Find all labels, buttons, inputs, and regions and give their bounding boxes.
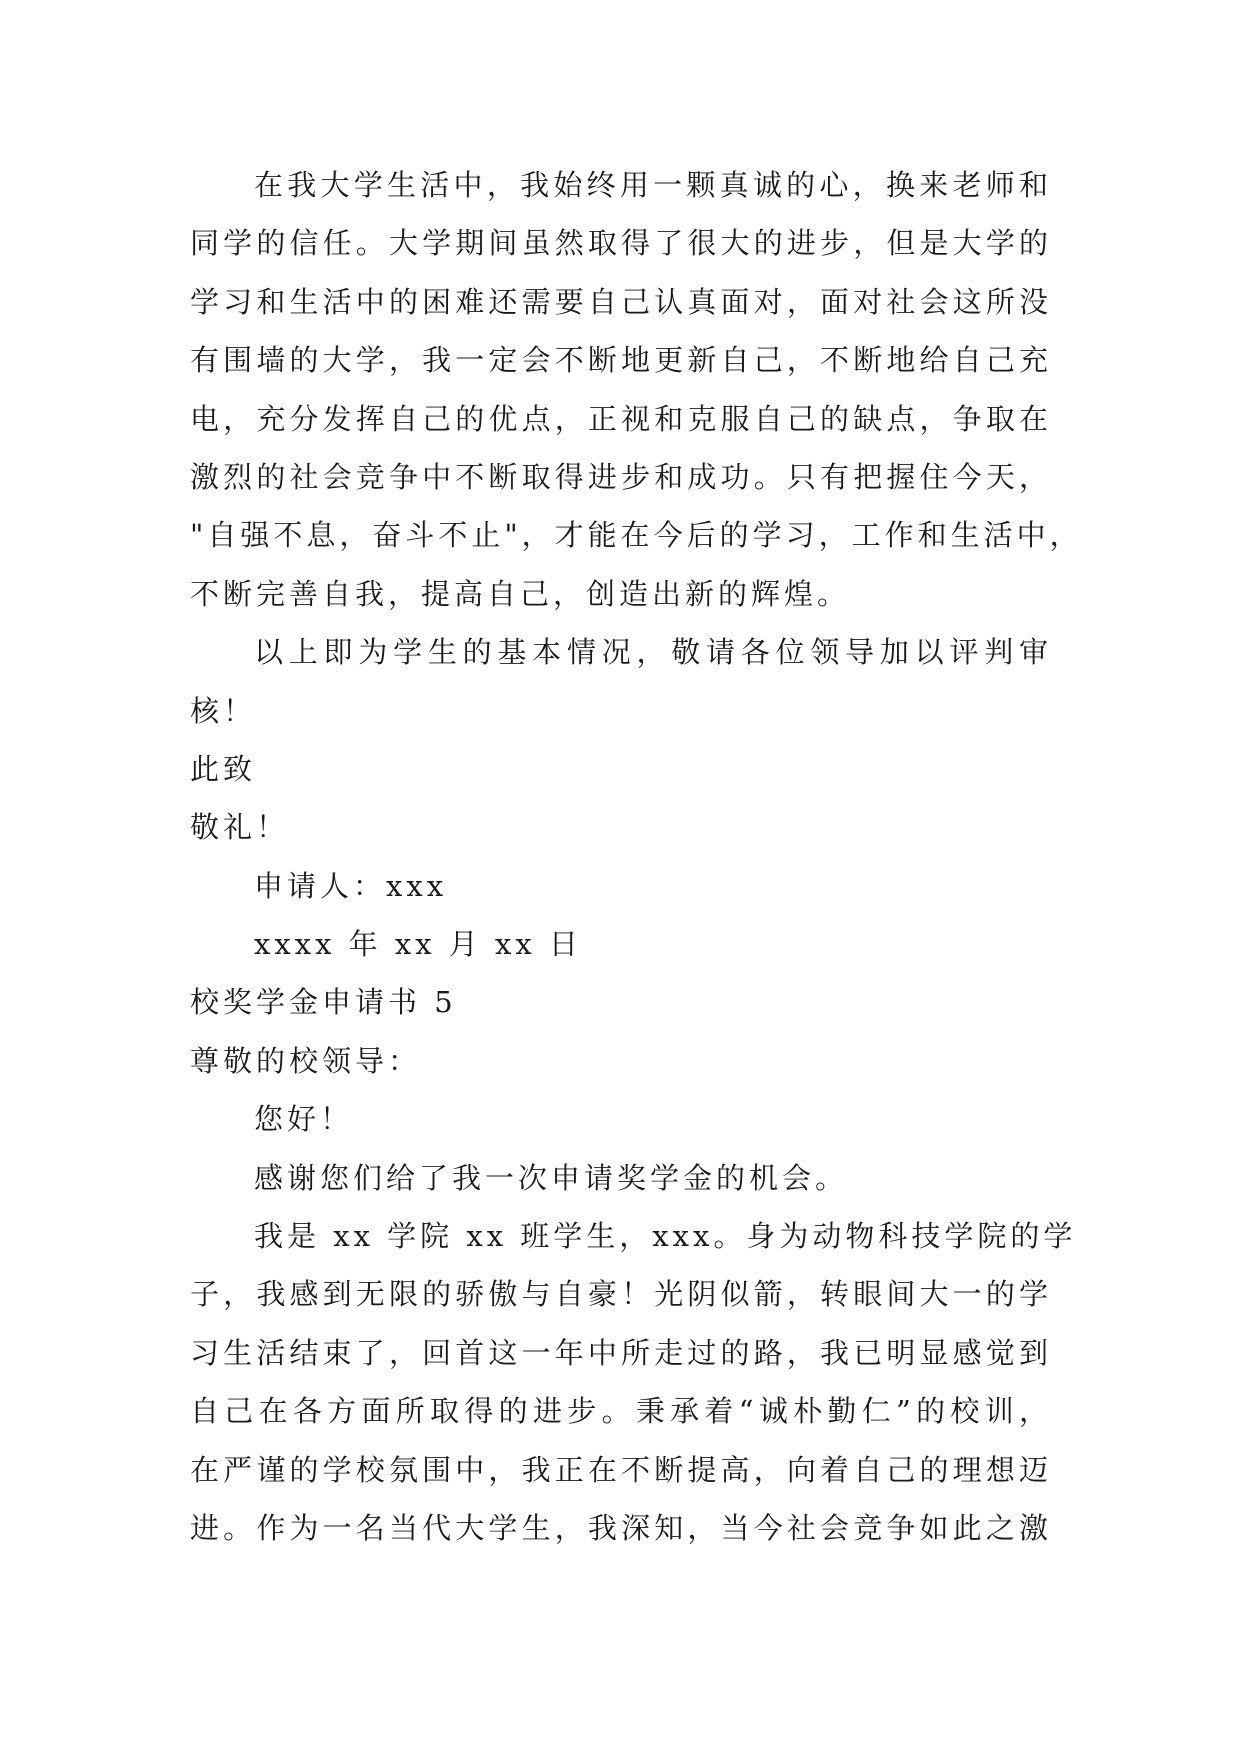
section-title: 校奖学金申请书 5 — [190, 985, 457, 1020]
paragraph-line: 习生活结束了，回首这一年中所走过的路，我已明显感觉到 — [190, 1335, 1052, 1370]
salutation-line: 敬礼！ — [190, 810, 290, 845]
salutation-line: 此致 — [190, 751, 257, 786]
greeting-line: 您好！ — [254, 1102, 354, 1137]
paragraph-line: 自己在各方面所取得的进步。秉承着“诚朴勤仁”的校训， — [190, 1394, 1052, 1429]
paragraph-line: 学习和生活中的困难还需要自己认真面对，面对社会这所没 — [190, 284, 1052, 319]
paragraph-line: 同学的信任。大学期间虽然取得了很大的进步，但是大学的 — [190, 226, 1052, 261]
paragraph-line: 在严谨的学校氛围中，我正在不断提高，向着自己的理想迈 — [190, 1452, 1052, 1487]
paragraph-line: 以上即为学生的基本情况，敬请各位领导加以评判审 — [254, 635, 1052, 670]
document-body — [190, 156, 1083, 1557]
paragraph-line: 我是 xx 学院 xx 班学生，xxx。身为动物科技学院的学 — [254, 1219, 1077, 1254]
applicant-line: 申请人：xxx — [254, 868, 448, 903]
greeting-line: 尊敬的校领导： — [190, 1043, 422, 1078]
paragraph-line: 核！ — [190, 693, 257, 728]
paragraph-line: 有围墙的大学，我一定会不断地更新自己，不断地给自己充 — [190, 343, 1052, 378]
paragraph-line: 不断完善自我，提高自己，创造出新的辉煌。 — [190, 576, 851, 611]
paragraph-line: 激烈的社会竞争中不断取得进步和成功。只有把握住今天， — [190, 459, 1052, 494]
paragraph-line: 感谢您们给了我一次申请奖学金的机会。 — [254, 1160, 849, 1195]
paragraph-line: "自强不息，奋斗不止"，才能在今后的学习，工作和生活中， — [190, 518, 1083, 553]
paragraph-line: 进。作为一名当代大学生，我深知，当今社会竞争如此之激 — [190, 1510, 1052, 1545]
paragraph-line: 电，充分发挥自己的优点，正视和克服自己的缺点，争取在 — [190, 401, 1052, 436]
date-line: xxxx 年 xx 月 xx 日 — [254, 927, 582, 962]
paragraph-line: 在我大学生活中，我始终用一颗真诚的心，换来老师和 — [254, 168, 1052, 202]
paragraph-line: 子，我感到无限的骄傲与自豪！光阴似箭，转眼间大一的学 — [190, 1277, 1052, 1312]
